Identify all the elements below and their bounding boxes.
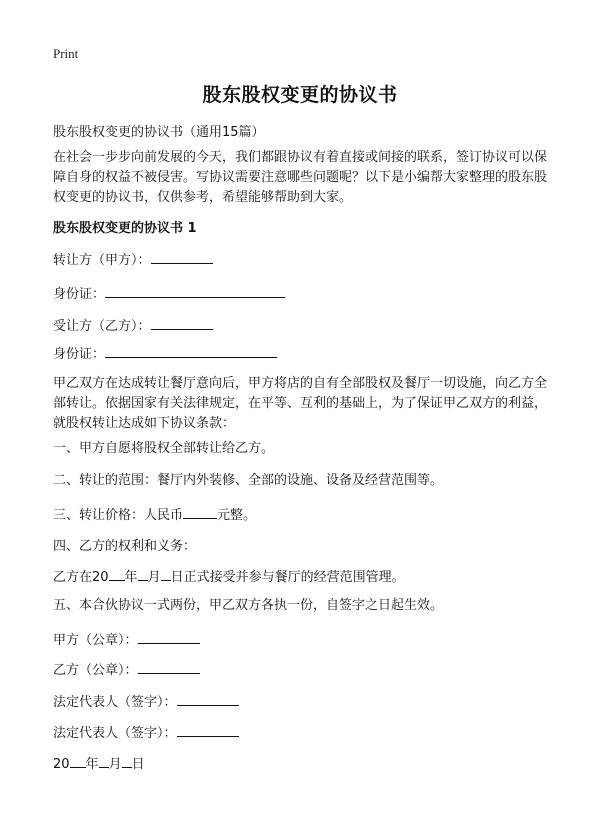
date-year-blank[interactable] (70, 754, 86, 768)
legal-rep-line-1 (53, 692, 239, 712)
id-card-label-2: 身份证： (53, 347, 106, 362)
party-a-seal-line (53, 630, 200, 650)
document-title: 股东股权变更的协议书 (202, 84, 398, 106)
price-blank[interactable] (183, 505, 217, 519)
date-day-blank[interactable] (122, 754, 132, 768)
date-prefix: 20 (53, 757, 70, 772)
clause-4a-prefix: 乙方在20 (53, 570, 109, 585)
clause-4a-year: 年 (124, 570, 138, 585)
clause-4a-suffix: 日正式接受并参与餐厅的经营范围管理。 (170, 570, 405, 585)
party-b-seal-label: 乙方（公章）： (53, 663, 138, 678)
id-card-line-2 (53, 344, 277, 364)
date-day-label: 日 (131, 757, 145, 772)
clause-3-suffix: 元整。 (217, 508, 257, 523)
transferee-line (53, 316, 213, 336)
clause-3-prefix: 三、转让价格：人民币 (53, 508, 184, 523)
date-line (53, 754, 145, 774)
print-link[interactable]: Print (53, 46, 79, 61)
day-blank[interactable] (161, 567, 171, 581)
legal-rep-label-1: 法定代表人（签字）： (53, 695, 177, 710)
date-month-label: 月 (108, 757, 122, 772)
id-card-label-1: 身份证： (53, 287, 106, 302)
intro-paragraph: 在社会一步步向前发展的今天，我们都跟协议有着直接或间接的联系，签订协议可以保障自身的权益不被侵害。写协议需要注意哪些问题呢？以下是小编帮大家整理的股东股权变更的协议书，仅供参考，希望能够帮助到大家。 (53, 150, 548, 205)
clause-4a-month: 月 (147, 570, 161, 585)
clause-3 (53, 505, 256, 525)
legal-rep-line-2 (53, 723, 239, 743)
section-heading: 股东股权变更的协议书 1 (53, 221, 197, 236)
transferor-label: 转让方（甲方）： (53, 253, 151, 268)
party-b-seal-line (53, 660, 200, 680)
party-b-seal-blank[interactable] (138, 660, 200, 674)
id-card-line-1 (53, 284, 285, 304)
clause-1: 一、甲方自愿将股权全部转让给乙方。 (53, 441, 275, 456)
transferee-label: 受让方（乙方）： (53, 319, 151, 334)
agreement-body-paragraph: 甲乙双方在达成转让餐厅意向后，甲方将店的自有全部股权及餐厅一切设施，向乙方全部转让。依据国家有关法律规定，在平等、互利的基础上，为了保证甲乙双方的利益，就股权转让达成如下协议条款： (53, 376, 548, 431)
transferee-blank[interactable] (151, 316, 213, 330)
clause-4a (53, 567, 405, 587)
transferor-blank[interactable] (151, 250, 213, 264)
month-blank[interactable] (138, 567, 148, 581)
legal-rep-blank-1[interactable] (177, 692, 239, 706)
date-month-blank[interactable] (99, 754, 109, 768)
transferor-line (53, 250, 213, 270)
document-subtitle: 股东股权变更的协议书（通用15篇） (53, 125, 265, 140)
party-a-seal-label: 甲方（公章）： (53, 633, 138, 648)
clause-5: 五、本合伙协议一式两份，甲乙双方各执一份，自签字之日起生效。 (53, 598, 444, 613)
id-card-blank-1[interactable] (105, 284, 285, 298)
id-card-blank-2[interactable] (105, 344, 277, 358)
party-a-seal-blank[interactable] (138, 630, 200, 644)
legal-rep-blank-2[interactable] (177, 723, 239, 737)
date-year-label: 年 (85, 757, 99, 772)
clause-2: 二、转让的范围：餐厅内外装修、全部的设施、设备及经营范围等。 (53, 473, 444, 488)
legal-rep-label-2: 法定代表人（签字）： (53, 726, 177, 741)
year-blank[interactable] (109, 567, 125, 581)
clause-4: 四、乙方的权利和义务： (53, 539, 197, 554)
